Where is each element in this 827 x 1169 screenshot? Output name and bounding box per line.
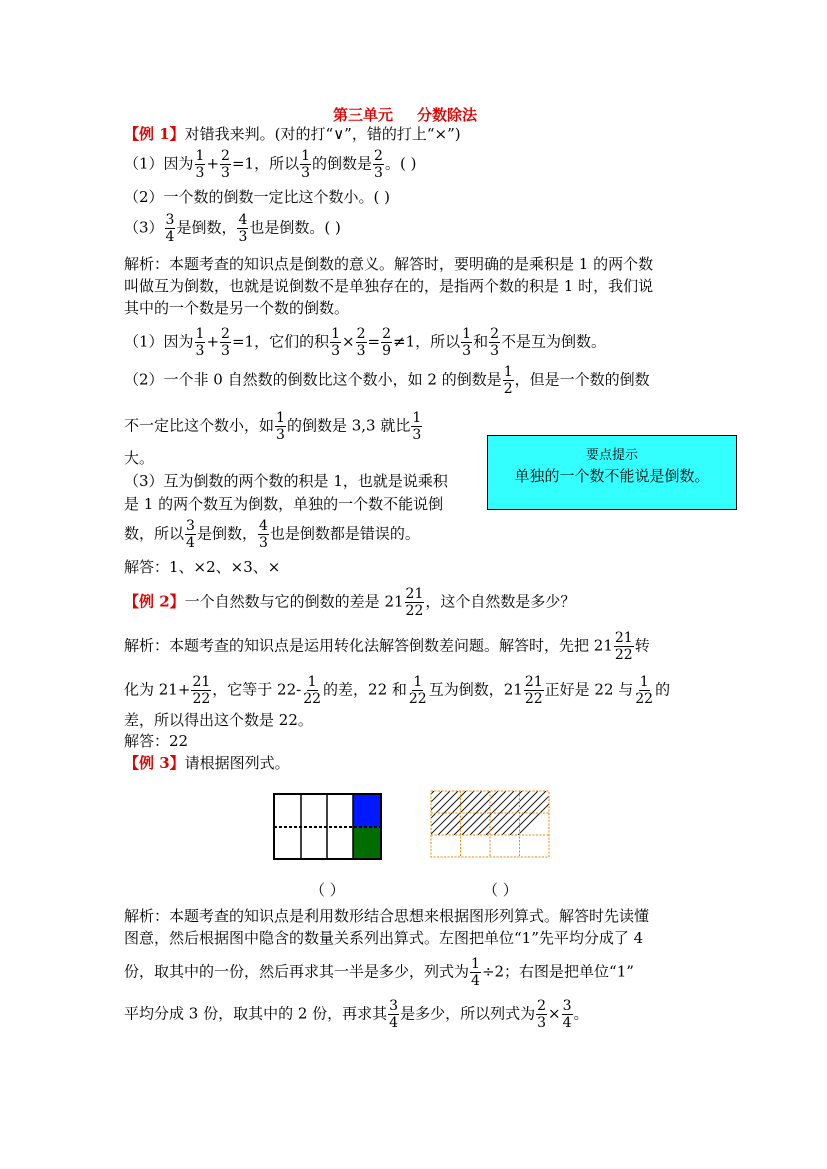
ex1-a2-line1: （2）一个非 0 自然数的倒数比这个数小，如 2 的倒数是 $\frac{1}{2}$ ，但是一个数的倒数	[124, 364, 650, 397]
ex1-a3-line2: 是 1 的两个数互为倒数，单独的一个数不能说倒	[124, 495, 444, 513]
ex2-analysis-2: 化为 21+ $\frac{21}{22}$ ，它等于 22- $\frac{1}{22}$ 的差，22 和 $\frac{1}{22}$ 互为倒数，21 $\frac{21}{22}$ 正好是 22 与 $\frac{1}{22}$ 的	[124, 674, 671, 707]
tip-title: 要点提示	[585, 448, 638, 463]
tip-box	[487, 435, 737, 510]
ex2-analysis-3: 差，所以得出这个数是 22。	[124, 711, 313, 729]
ex1-q3: （3） $\frac{3}{4}$ 是倒数， $\frac{4}{3}$ 也是倒数。( )	[124, 212, 341, 245]
ex1-prompt: 【例 1】对错我来判。(对的打“∨”，错的打上“×”)	[124, 125, 461, 143]
ex2-analysis-1: 解析：本题考查的知识点是运用转化法解答倒数差问题。解答时，先把 21 $\frac{21}{22}$ 转	[124, 630, 650, 663]
ex1-analysis-1: 解析：本题考查的知识点是倒数的意义。解答时，要明确的是乘积是 1 的两个数	[124, 255, 654, 273]
left-figure-blank: （ ）	[310, 881, 345, 899]
right-figure-blank: （ ）	[483, 881, 518, 899]
left-figure-blue-part	[353, 794, 381, 827]
right-figure	[430, 790, 552, 860]
ex1-a2-line2: 不一定比这个数小，如 $\frac{1}{3}$ 的倒数是 3,3 就比 $\frac{1}{3}$	[124, 410, 422, 443]
ex3-analysis-1: 解析：本题考查的知识点是利用数形结合思想来根据图形列算式。解答时先读懂	[124, 907, 650, 925]
ex3-analysis-2: 图意，然后根据图中隐含的数量关系列出算式。左图把单位“1”先平均分成了 4	[124, 929, 644, 947]
ex1-a2-line3: 大。	[124, 449, 155, 467]
ex2-answer: 解答：22	[124, 732, 189, 750]
ex3-analysis-3: 份，取其中的一份，然后再求其一半是多少，列式为 $\frac{1}{4}$ ÷2；右图是把单位“1”	[124, 956, 634, 989]
ex1-q2: （2）一个数的倒数一定比这个数小。( )	[124, 188, 391, 206]
ex1-q1: （1）因为 $\frac{1}{3}$ + $\frac{2}{3}$ =1，所以 $\frac{1}{3}$ 的倒数是 $\frac{2}{3}$ 。( )	[124, 148, 417, 181]
ex1-a3-line3: 数，所以 $\frac{3}{4}$ 是倒数， $\frac{4}{3}$ 也是倒数都是错误的。	[124, 518, 420, 551]
tip-body: 单独的一个数不能说是倒数。	[514, 467, 710, 485]
ex1-analysis-2: 叫做互为倒数，也就是说倒数不是单独存在的，是指两个数的积是 1 时，我们说	[124, 277, 654, 295]
ex1-a3-line1: （3）互为倒数的两个数的积是 1，也就是说乘积	[124, 472, 448, 490]
ex3-analysis-4: 平均分成 3 份，取其中的 2 份，再求其 $\frac{3}{4}$ 是多少，所以列式为 $\frac{2}{3}$ × $\frac{3}{4}$ 。	[124, 998, 589, 1031]
left-figure-green-part	[353, 827, 381, 859]
ex1-analysis-3: 其中的一个数是另一个数的倒数。	[124, 299, 350, 317]
left-figure	[272, 792, 384, 862]
ex2-prompt: 【例 2】一个自然数与它的倒数的差是 21 $\frac{21}{22}$ ，这个自然数是多少？	[124, 586, 576, 619]
ex1-answer: 解答：1、×2、×3、×	[124, 558, 281, 576]
ex3-prompt: 【例 3】请根据图列式。	[124, 754, 290, 772]
ex1-a1: （1）因为 $\frac{1}{3}$ + $\frac{2}{3}$ =1，它们的积 $\frac{1}{3}$ × $\frac{2}{3}$ = $\frac{2}{9}$ ≠1，所以 $\frac{1}{3}$ 和 $\frac{2}{3}$ 不是互为倒数。	[124, 326, 607, 359]
page-title: 第三单元 分数除法	[333, 106, 478, 124]
